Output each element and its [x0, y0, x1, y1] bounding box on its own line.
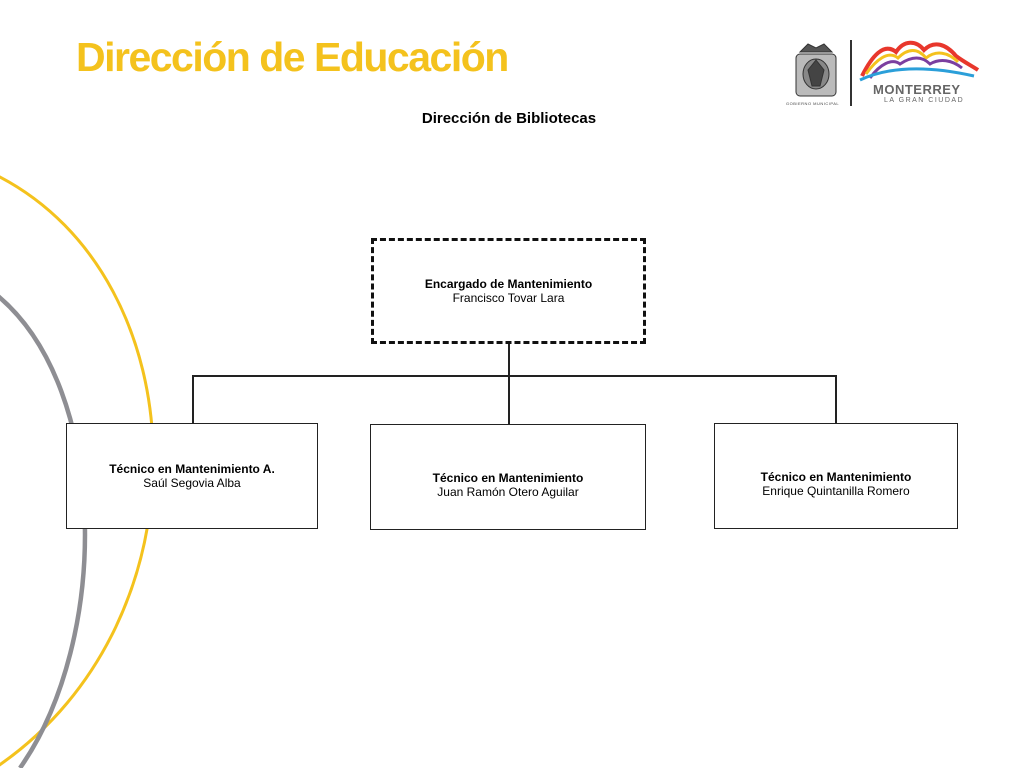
connector-left-down — [192, 375, 194, 423]
node-person-name: Enrique Quintanilla Romero — [762, 484, 910, 498]
org-node-subordinate — [370, 424, 646, 530]
org-node-subordinate — [714, 423, 958, 529]
org-node-head — [371, 238, 646, 344]
node-role: Técnico en Mantenimiento A. — [109, 462, 275, 476]
node-person-name: Francisco Tovar Lara — [452, 291, 565, 305]
connector-horizontal — [192, 375, 836, 377]
node-person-name: Juan Ramón Otero Aguilar — [437, 485, 579, 499]
node-role: Encargado de Mantenimiento — [424, 277, 593, 291]
connector-right-down — [835, 375, 837, 423]
brand-name: MONTERREY — [873, 82, 961, 97]
connector-head-down — [508, 343, 510, 425]
org-node-subordinate — [66, 423, 318, 529]
seal-caption: GOBIERNO MUNICIPAL — [786, 101, 840, 106]
chart-subtitle: Dirección de Bibliotecas — [421, 110, 597, 127]
node-role: Técnico en Mantenimiento — [432, 471, 584, 485]
node-person-name: Saúl Segovia Alba — [143, 476, 241, 490]
brand-tagline: LA GRAN CIUDAD — [884, 97, 965, 104]
node-role: Técnico en Mantenimiento — [760, 470, 912, 484]
page-title: Dirección de Educación — [76, 34, 508, 80]
